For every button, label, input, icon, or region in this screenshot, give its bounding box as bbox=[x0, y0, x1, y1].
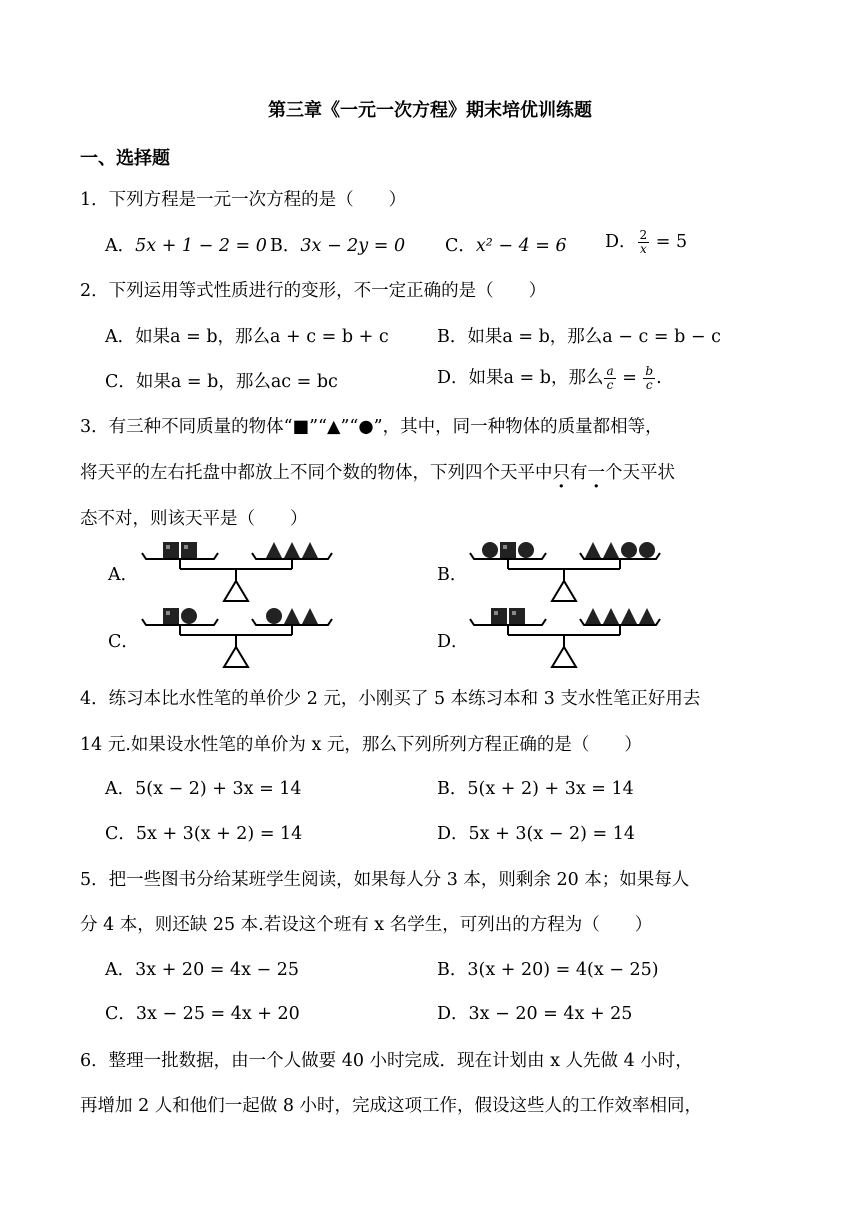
fraction: $\frac{2}{x}$ bbox=[639, 228, 648, 256]
scale-fulcrum bbox=[552, 581, 576, 601]
circle-weight bbox=[639, 542, 655, 558]
q4-line-1: 4．练习本比水性笔的单价少 2 元，小刚买了 5 本练习本和 3 支水性笔正好用去 bbox=[80, 689, 701, 709]
fraction: $\frac{a}{c}$ bbox=[606, 364, 614, 392]
square-weight bbox=[181, 542, 197, 558]
fraction: $\frac{b}{c}$ bbox=[645, 364, 654, 392]
q1-option-b: B．3x − 2y = 0 bbox=[270, 236, 406, 256]
q1-stem: 1．下列方程是一元一次方程的是（ ） bbox=[80, 190, 407, 210]
q6-line-2: 再增加 2 人和他们一起做 8 小时，完成这项工作，假设这些人的工作效率相同， bbox=[80, 1096, 703, 1116]
square-weight bbox=[163, 542, 179, 558]
square-shade bbox=[503, 545, 507, 549]
square-shade bbox=[512, 611, 516, 615]
q4-option-b: B．5(x + 2) + 3x = 14 bbox=[437, 779, 634, 799]
q2-option-b: B．如果a = b，那么a − c = b − c bbox=[437, 327, 721, 347]
q4-option-c: C．5x + 3(x + 2) = 14 bbox=[105, 824, 303, 844]
q5-line-2: 分 4 本，则还缺 25 本.若设这个班有 x 名学生，可列出的方程为（ ） bbox=[80, 915, 653, 935]
q3-option-a-label: A． bbox=[108, 565, 139, 585]
balance-scale-d bbox=[468, 601, 668, 671]
triangle-weight bbox=[585, 542, 601, 558]
square-shade bbox=[494, 611, 498, 615]
q3-option-c-label: C． bbox=[108, 632, 139, 652]
square-shade bbox=[166, 545, 170, 549]
triangle-weight bbox=[603, 608, 619, 624]
scale-pan bbox=[142, 553, 218, 559]
square-weight bbox=[163, 608, 179, 624]
q2-option-d: D．如果a = b，那么 $\frac{a}{c}$ = $\frac{b}{c}$ . bbox=[437, 364, 662, 392]
q2-stem: 2．下列运用等式性质进行的变形，不一定正确的是（ ） bbox=[80, 281, 547, 301]
scale-fulcrum bbox=[552, 647, 576, 667]
circle-weight bbox=[621, 542, 637, 558]
scale-fulcrum bbox=[224, 581, 248, 601]
q5-option-c: C．3x − 25 = 4x + 20 bbox=[105, 1004, 300, 1024]
q5-option-b: B．3(x + 20) = 4(x − 25) bbox=[437, 960, 659, 980]
q1-option-c: C．x² − 4 = 6 bbox=[445, 236, 567, 256]
q4-option-d: D．5x + 3(x − 2) = 14 bbox=[437, 824, 635, 844]
section-heading: 一、选择题 bbox=[80, 148, 170, 169]
balance-scale-a bbox=[140, 535, 340, 605]
triangle-weight bbox=[621, 608, 637, 624]
triangle-weight bbox=[302, 542, 318, 558]
page-title: 第三章《一元一次方程》期末培优训练题 bbox=[268, 100, 592, 121]
square-weight bbox=[509, 608, 525, 624]
scale-pan bbox=[470, 619, 546, 625]
triangle-weight bbox=[284, 608, 300, 624]
q3-line-1: 3．有三种不同质量的物体“■”“▲”“●”，其中，同一种物体的质量都相等， bbox=[80, 417, 663, 437]
q5-option-a: A．3x + 20 = 4x − 25 bbox=[105, 960, 300, 980]
square-weight bbox=[500, 542, 516, 558]
triangle-weight bbox=[302, 608, 318, 624]
q1-option-a: A．5x + 1 − 2 = 0 bbox=[105, 236, 267, 256]
q2-option-c: C．如果a = b，那么ac = bc bbox=[105, 372, 338, 392]
circle-weight bbox=[482, 542, 498, 558]
q3-line-3: 态不对，则该天平是（ ） bbox=[80, 509, 308, 529]
q3-option-d-label: D． bbox=[437, 632, 469, 652]
q3-line-2: 将天平的左右托盘中都放上不同个数的物体，下列四个天平中只有一个天平状 bbox=[80, 463, 675, 483]
q5-option-d: D．3x − 20 = 4x + 25 bbox=[437, 1004, 633, 1024]
circle-weight bbox=[518, 542, 534, 558]
q4-option-a: A．5(x − 2) + 3x = 14 bbox=[105, 779, 302, 799]
q5-line-1: 5．把一些图书分给某班学生阅读，如果每人分 3 本，则剩余 20 本；如果每人 bbox=[80, 870, 690, 890]
triangle-weight bbox=[639, 608, 655, 624]
square-weight bbox=[491, 608, 507, 624]
circle-weight bbox=[181, 608, 197, 624]
triangle-weight bbox=[284, 542, 300, 558]
scale-fulcrum bbox=[224, 647, 248, 667]
scale-pan bbox=[142, 619, 218, 625]
q1-option-d: D． $\frac{2}{x}$ = 5 bbox=[605, 228, 688, 256]
triangle-weight bbox=[585, 608, 601, 624]
circle-weight bbox=[266, 608, 282, 624]
triangle-weight bbox=[266, 542, 282, 558]
square-shade bbox=[166, 611, 170, 615]
q3-option-b-label: B． bbox=[437, 565, 468, 585]
triangle-weight bbox=[603, 542, 619, 558]
square-shade bbox=[184, 545, 188, 549]
q2-option-a: A．如果a = b，那么a + c = b + c bbox=[105, 327, 389, 347]
balance-scale-c bbox=[140, 601, 340, 671]
balance-scale-b bbox=[468, 535, 668, 605]
q6-line-1: 6．整理一批数据，由一个人做要 40 小时完成．现在计划由 x 人先做 4 小时， bbox=[80, 1051, 693, 1071]
q4-line-2: 14 元.如果设水性笔的单价为 x 元，那么下列所列方程正确的是（ ） bbox=[80, 735, 642, 755]
